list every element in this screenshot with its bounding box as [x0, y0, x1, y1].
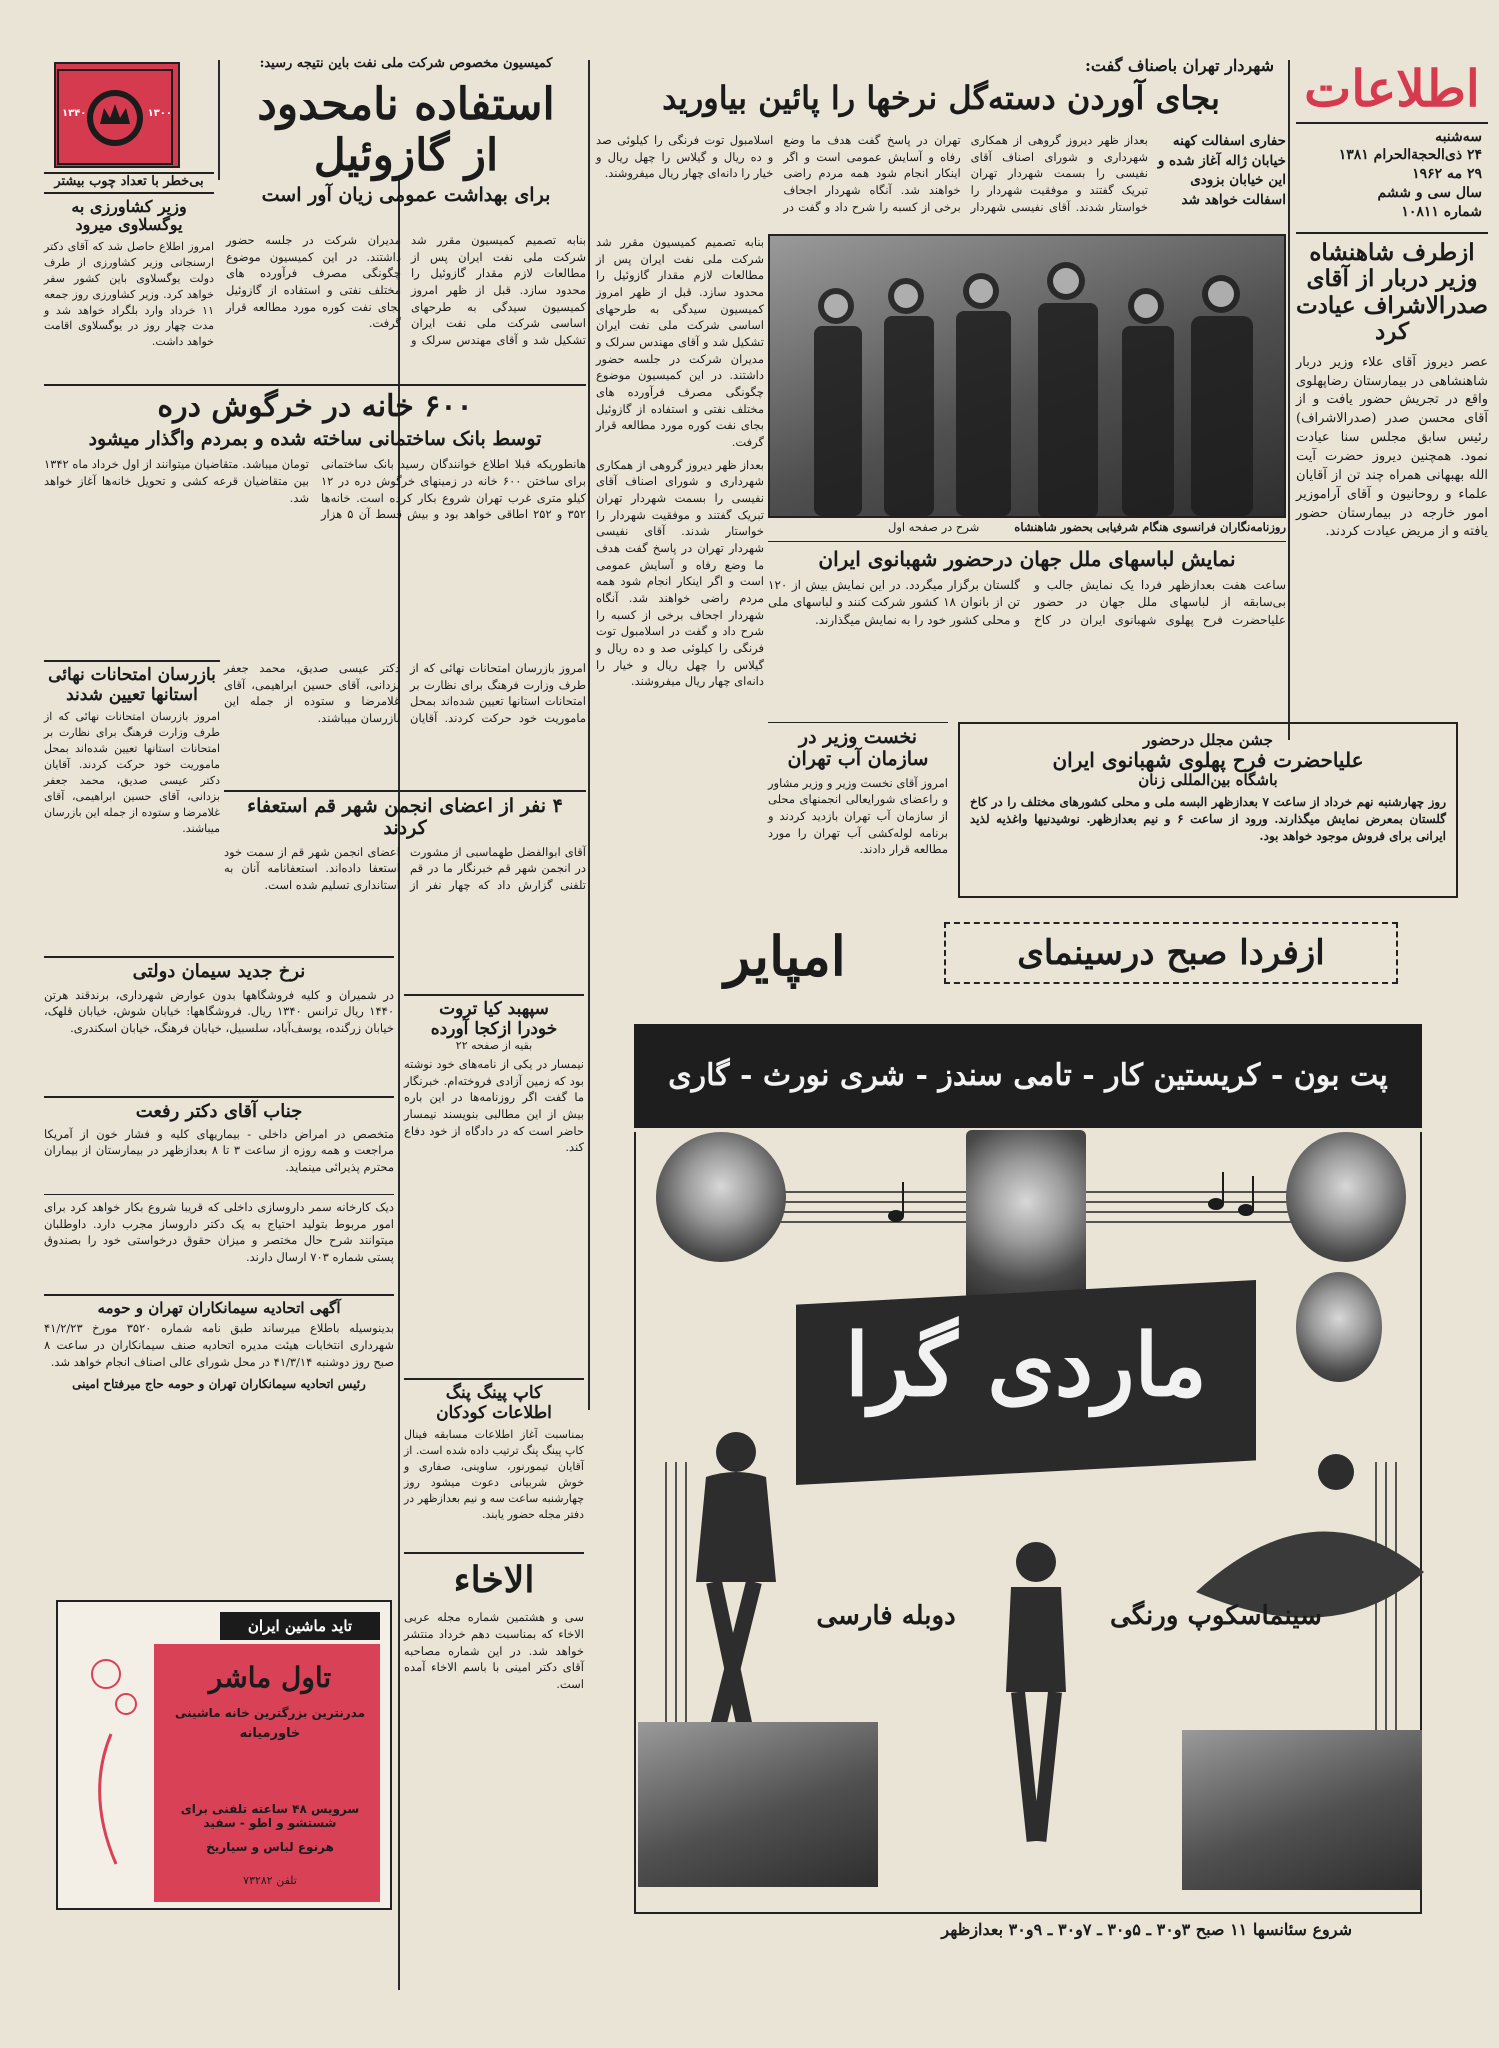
fashion-show-article	[768, 548, 1286, 720]
pm-water-headline-2: سازمان آب تهران	[787, 747, 929, 770]
emblem-year-right: ۱۳۰۰	[147, 108, 172, 119]
alikhaa-body: سی و هشتمین شماره مجله عربی الاخاء که بمناسبت دهم خرداد منتشر خواهد شد. در این شماره مصاحبه آقای دکتر امینی با باسم الاخاء آمده است.	[404, 1610, 584, 1692]
pm-water-headline-1: نخست وزیر در	[798, 726, 918, 748]
laundry-ad-line-3: سرویس ۴۸ ساعته تلفنی برای شستشو و اطو - سفید	[180, 1802, 360, 1830]
cement-price-headline: نرخ جدید سیمان دولتی	[132, 961, 306, 982]
laundry-ad-line-2: خاورمیانه	[239, 1726, 301, 1741]
laundry-ad-phone: تلفن ۷۳۲۸۲	[243, 1874, 297, 1887]
top-story-body-box	[596, 132, 1148, 232]
doctor-ad-body: متخصص در امراض داخلی - بیماریهای کلیه و فشار خون از آمریکا مراجعت و همه روزه از ساعت ۳ تا ۸ بعدازظهر در بیمارستان از بیماران محترم پذیرائی مینماید.	[44, 1126, 394, 1175]
exam-inspectors-body-continued: امروز بازرسان امتحانات نهائی که از طرف وزارت فرهنگ برای نظارت بر امتحانات استانها تعیین شده‌اند بمحل ماموریت خود حرکت کردند. آقایان دکتر عیسی صدیق، محمد جعفر بزدانی، آقای حسین ابراهیمی، آقای غلامرضا و ستوده از جمله این بازرسان میباشند.	[224, 661, 586, 726]
royal-visit-body: عصر دیروز آقای علاء وزیر دربار شاهنشاهی در بیمارستان رضاپهلوی واقع در تجریش حضور یافت و از آقای محسن صدر (صدرالاشراف) رئیس سابق مجلس سنا عیادت نمود. همچنین دیروز حضرت آیت الله بهبهانی همراه چند تن از آقایان علماء و روحانیون و آقای آراموزیر امور خارجه در بیمارستان حضور یافته و از مریض عیادت کردند.	[1296, 354, 1488, 540]
housing-body: هانطوریکه قبلا اطلاع خوانندگان رسید بانک ساختمانی برای ساختن ۶۰۰ خانه در زمینهای خرگوش دره در ۱۲ کیلو متری غرب تهران شروع بکار کرده است. خانه‌ها ۳۵۲ و ۲۵۲ اطاقی خواهد بود و بیش قسط آن ۵ هزار تومان میباشد. متقاضیان میتوانند از اول خرداد ماه ۱۳۴۲ بین متقاضیان قرعه کشی و تحویل خانه‌ها آغاز خواهد شد.	[44, 457, 587, 522]
farm-minister-article	[44, 198, 214, 378]
oil-story-body-box	[226, 232, 586, 380]
housing-subhead: توسط بانک ساختمانی ساخته شده و بمردم واگذار میشود	[88, 427, 542, 450]
royal-visit-headline: ازطرف شاهنشاه وزیر دربار از آقای صدرالاشراف عیادت کرد	[1296, 239, 1488, 346]
laundry-ad-line-4: هرنوع لباس و سیاریخ	[206, 1840, 334, 1854]
top-story-continued	[596, 234, 764, 744]
oil-story-kicker-text: کمیسیون مخصوص شرکت ملی نفت باین نتیجه رسید:	[259, 56, 553, 71]
oil-story-headline-2: از گازوئیل	[313, 129, 499, 181]
top-story-body: بعداز ظهر دیروز گروهی از همکاری شهرداری و شورای اصناف آقای نفیسی را بسمت شهردار تهران تبریک گفتند و موفقیت شهردار را خواستار شدند. آقای نفیسی شهردار تهران در پاسخ گفت هدف ما وضع رفاه و آسایش عمومی است و اگر اینکار انجام شود همه مردم راضی خواهند شد. آنگاه شهردار اجحاف برخی از کسبه را شرح داد و گفت در اسلامبول توت فرنگی را کیلوئی صد و ده ریال و گیلاس را چهل ریال و خیار را دانه‌ای چهار ریال میفروشند.	[596, 133, 1148, 214]
masthead	[1296, 60, 1488, 230]
ping-pong-headline-2: اطلاعات کودکان	[436, 1402, 552, 1423]
emblem-caption: بی‌خطر با تعداد چوب بیشتر	[54, 174, 204, 189]
cement-price-body: در شمیران و کلیه فروشگاهها بدون عوارض شهرداری، برندقند هرتن ۱۴۴۰ ریال ترانس ۱۳۴۰ ریال. فروشگاهها: خیابان شوش، خیابان قلهک، خیابان زرگنده، یوسف‌آباد، سلسبیل، خیابان فرهنگ، خیابان اسکندری.	[44, 987, 395, 1036]
laundry-ad-banner: تاید ماشین ایران	[220, 1612, 380, 1640]
cinema-format: سینماسکوپ ورنگی	[1110, 1601, 1322, 1631]
union-notice	[44, 1294, 394, 1480]
oil-story-body-continued: بنابه تصمیم کمیسیون مقرر شد شرکت ملی نفت ایران پس از مطالعات لازم مقدار گازوئیل را محدود سازد. قبل از ظهر امروز کمیسیون سیدگی به طرحهای اساسی شرکت ملی نفت ایران تشکیل شد و آقای مهندس سرلک و مدیران شرکت در جلسه حضور داشتند. در این کمیسیون موضوع چگونگی مصرف فرآورده های مختلف نفتی و استفاده از گازوئیل بجای نفت کوره مورد مطالعه قرار گرفت.	[596, 235, 764, 450]
oil-story-headline-1: استفاده نامحدود	[257, 79, 555, 130]
fashion-show-body: ساعت هفت بعدازظهر فردا یک نمایش جالب و بی‌سابقه از لباسهای ملل جهان در حضور علیاحضرت فرح پهلوی شهبانوی ایران در کاخ گلستان برگزار میگردد. در این نمایش بیش از ۱۲۰ تن از بانوان ۱۸ کشور شرکت کنند و لباسهای ملی و محلی کشور خود را به نمایش میگذارند.	[768, 578, 1286, 627]
cinema-poster	[634, 1132, 1422, 1912]
union-notice-signature: رئیس اتحادیه سیمانکاران تهران و حومه حاج میرفتاح امینی	[72, 1377, 366, 1392]
queen-event-headline-1: جشن مجلل درحضور	[1143, 731, 1273, 749]
sports-car-article	[404, 994, 584, 1374]
masthead-issue: شماره ۱۰۸۱۱	[1401, 204, 1482, 221]
emblem-year-left: ۱۳۴۰	[62, 108, 87, 119]
cinema-tomorrow-box	[944, 922, 1398, 984]
sports-car-body: نیمسار در یکی از نامه‌های خود نوشته بود که زمین آزادی فروخته‌ام. خبرنگار ما گفت اگر روزنامه‌ها در این باره بیش از این مطالبی بنویسند نیمسار حاضر است که در دادگاه از خود دفاع کند.	[404, 1057, 584, 1155]
council-resign-body: آقای ابوالفضل طهماسبی از مشورت در انجمن شهر قم خبرنگار ما در قم تلفنی گزارش داد که چهار نفر از اعضای انجمن شهر قم از سمت خود استعفا داده‌اند. استعفانامه آنان به استانداری تسلیم شده است.	[224, 844, 586, 893]
laundry-ad	[56, 1600, 392, 1910]
fashion-show-headline: نمایش لباسهای ملل جهان درحضور شهبانوی ایران	[818, 547, 1236, 571]
doctor-ad	[44, 1096, 394, 1190]
farm-minister-body: امروز اطلاع حاصل شد که آقای دکتر ارسنجانی وزیر کشاورزی از طرف دولت یوگسلاوی باین کشور سفر خواهد کرد. وزیر کشاورزی روز جمعه ۱۱ خرداد وارد بلگراد خواهد شد و مدت چهار روز در یوگسلاوی اقامت خواهد داشت.	[44, 239, 214, 349]
sports-car-headline-2: خودرا ازکجا آورده	[430, 1018, 558, 1039]
top-story-body-continued: بعداز ظهر دیروز گروهی از همکاری شهرداری و شورای اصناف آقای نفیسی را بسمت شهردار تهران تبریک گفتند و موفقیت شهردار را خواستار شدند. آقای نفیسی شهردار تهران در پاسخ گفت هدف ما وضع رفاه و آسایش عمومی است و اگر اینکار انجام شود همه مردم راضی خواهند شد. آنگاه شهردار اجحاف برخی از کسبه را شرح داد و گفت در اسلامبول توت فرنگی را کیلوئی صد و ده ریال و گیلاس را چهل ریال و خیار را دانه‌ای چهار ریال میفروشند.	[596, 457, 764, 689]
union-notice-body: بدینوسیله باطلاع میرساند طبق نامه شماره ۳۵۲۰ مورخ ۴۱/۲/۲۳ شهرداری انتخابات هیئت مدیره اتحادیه صنف سیمانکاران در ساعت ۸ صبح روز دوشنبه ۴۱/۳/۱۴ در محل شورای عالی اصناف انجام خواهد شد.	[44, 1321, 395, 1369]
emblem-caption-box	[44, 172, 214, 194]
sports-car-ref: بقیه از صفحه ۲۲	[455, 1039, 533, 1053]
queen-event-box	[958, 722, 1458, 898]
asphalt-brief	[1152, 132, 1286, 232]
masthead-date-qamari: ۲۴ ذی‌الحجة‌الحرام ۱۳۸۱	[1338, 147, 1482, 164]
film-still	[638, 1722, 878, 1887]
pharma-notice	[44, 1194, 394, 1290]
top-story-headline-box	[596, 80, 1286, 130]
laundry-ad-decor	[66, 1644, 156, 1902]
cinema-theater-name: امپایر	[724, 924, 846, 988]
farm-minister-headline: وزیر کشاورزی به یوگسلاوی میرود	[71, 197, 187, 235]
oil-story-body: بنابه تصمیم کمیسیون مقرر شد شرکت ملی نفت ایران پس از مطالعات لازم مقدار گازوئیل را محدود سازد. قبل از ظهر امروز کمیسیون سیدگی به طرحهای اساسی شرکت ملی نفت ایران تشکیل شد و آقای مهندس سرلک و مدیران شرکت در جلسه حضور داشتند. در این کمیسیون موضوع چگونگی مصرف فرآورده های مختلف نفتی و استفاده از گازوئیل بجای نفت کوره مورد مطالعه قرار گرفت.	[226, 233, 586, 348]
top-story-caption: شرح در صفحه اول	[888, 520, 980, 534]
asphalt-brief-headline: حفاری اسفالت کهنه خیابان ژاله آغاز شده و این خیابان بزودی اسفالت خواهد شد	[1157, 133, 1286, 208]
film-still	[1182, 1730, 1422, 1890]
masthead-year: سال سی و ششم	[1377, 185, 1482, 202]
union-notice-headline: آگهی اتحادیه سیمانکاران تهران و حومه	[97, 1299, 341, 1317]
column-rule	[218, 60, 220, 180]
housing-article	[44, 384, 586, 654]
matchbox-emblem	[54, 62, 180, 168]
pharma-notice-body: دیک کارخانه سمر داروسازی داخلی که قریبا شروع بکار خواهد کرد برای امور مربوط بتولید احتیاج به یک دکتر داروساز مجرب دارد. داوطلبان میتوانند شرح حال مختصر و میزان حقوق درخواستی خود را بصندوق پستی شماره ۷۰۳ ارسال دارند.	[44, 1200, 394, 1265]
cinema-dubbed: دوبله فارسی	[816, 1601, 956, 1631]
masthead-logo: اطلاعات	[1304, 59, 1480, 118]
column-rule	[588, 60, 590, 1410]
cinema-showtimes: شروع سئانسها ۱۱ صبح ۳و۳۰ ـ ۵و۳۰ ـ ۷و۳۰ ـ ۹و۳۰ بعدازظهر	[941, 1920, 1352, 1939]
cinema-showtimes-box	[634, 1912, 1422, 1948]
oil-story-headline-box	[226, 80, 586, 230]
queen-event-venue: باشگاه بین‌المللی زنان	[1138, 771, 1278, 790]
cinema-tomorrow-text: ازفردا صبح درسینمای	[1017, 933, 1325, 973]
exam-inspectors-body: امروز بازرسان امتحانات نهائی که از طرف وزارت فرهنگ برای نظارت بر امتحانات استانها تعیین شده‌اند بمحل ماموریت خود حرکت کردند. آقایان دکتر عیسی صدیق، محمد جعفر بزدانی، آقای حسین ابراهیمی، آقای غلامرضا و ستوده از جمله این بازرسان میباشند.	[44, 710, 220, 835]
masthead-day: سه‌شنبه	[1435, 128, 1482, 145]
doctor-ad-headline: جناب آقای دکتر رفعت	[135, 1101, 303, 1122]
alikhaa-headline: الاخاء	[453, 1559, 535, 1601]
housing-continued	[224, 660, 586, 786]
cement-price-article	[44, 956, 394, 1092]
cinema-theater-box	[640, 918, 930, 994]
queen-event-headline-2: علیاحضرت فرح پهلوی شهبانوی ایران	[1052, 748, 1364, 773]
top-story-headline: بجای آوردن دسته‌گل نرخها را پائین بیاورید	[662, 79, 1220, 117]
ping-pong-article	[404, 1378, 584, 1548]
pm-water-body: امروز آقای نخست وزیر و وزیر مشاور و راعضای شورایعالی انجمنهای محلی از سازمان آب تهران بازدید کردند و برنامه لوله‌کشی آب تهران را مورد مطالعه قرار دادند.	[767, 775, 948, 857]
queen-event-body: روز چهارشنبه نهم خرداد از ساعت ۷ بعدازظهر البسه ملی و محلی کشورهای مختلف را در کاخ گلستان بمعرض نمایش میگذارند. ورود از ساعت ۶ و نیم بعدازظهر. نوشیدنیها واغذیه لذید ایرانی برای فروش موجود خواهد بود.	[970, 794, 1446, 844]
photo-figures	[766, 236, 1284, 520]
ping-pong-body: بمناسبت آغاز اطلاعات مسابقه فینال کاپ پینگ پنگ ترتیب داده شده است. از آقایان تیمورنور، ساوینی، صفاری و خوش شربیانی دعوت میشود روز چهارشنبه ساعت سه و نیم بعدازظهر در دفتر مجله حضور یابند.	[404, 1428, 584, 1521]
exam-inspectors-headline: بازرسان امتحانات نهائی استانها تعیین شدند	[48, 665, 216, 705]
fashion-photo-caption: روزنامه‌نگاران فرانسوی هنگام شرفیابی بحضور شاهنشاه	[1014, 520, 1286, 534]
cinema-title: ماردی گرا	[845, 1315, 1207, 1416]
royal-visit-article	[1296, 232, 1488, 722]
housing-headline: ۶۰۰ خانه در خرگوش دره	[157, 389, 473, 424]
ping-pong-headline-1: کاپ پینگ پنگ	[445, 1383, 543, 1403]
sports-car-headline-1: سپهبد کیا تروت	[439, 999, 549, 1019]
laundry-ad-line-1: مدرنترین بزرگترین خانه ماشینی	[174, 1706, 366, 1720]
cinema-stars: پت بون - کریستین کار - تامی سندز - شری نورث - گاری	[668, 1058, 1388, 1093]
exam-inspectors-article	[44, 660, 220, 910]
cinema-stars-bar	[634, 1024, 1422, 1128]
photo-caption-bar	[768, 520, 1286, 542]
masthead-date-gregorian: ۲۹ مه ۱۹۶۲	[1412, 166, 1482, 183]
oil-story-subhead: برای بهداشت عمومی زیان آور است	[261, 184, 551, 207]
laundry-ad-brand: تاول ماشر	[208, 1661, 332, 1694]
top-story-kicker-text: شهردار تهران باصناف گفت:	[1085, 56, 1274, 75]
column-rule	[1288, 60, 1290, 740]
alikhaa-article	[404, 1552, 584, 1892]
oil-story-kicker	[226, 56, 586, 78]
pm-water-article	[768, 722, 948, 898]
council-resign-headline: ۴ نفر از اعضای انجمن شهر قم استعفاء کردند	[247, 795, 563, 839]
dignitaries-photo	[768, 234, 1286, 518]
